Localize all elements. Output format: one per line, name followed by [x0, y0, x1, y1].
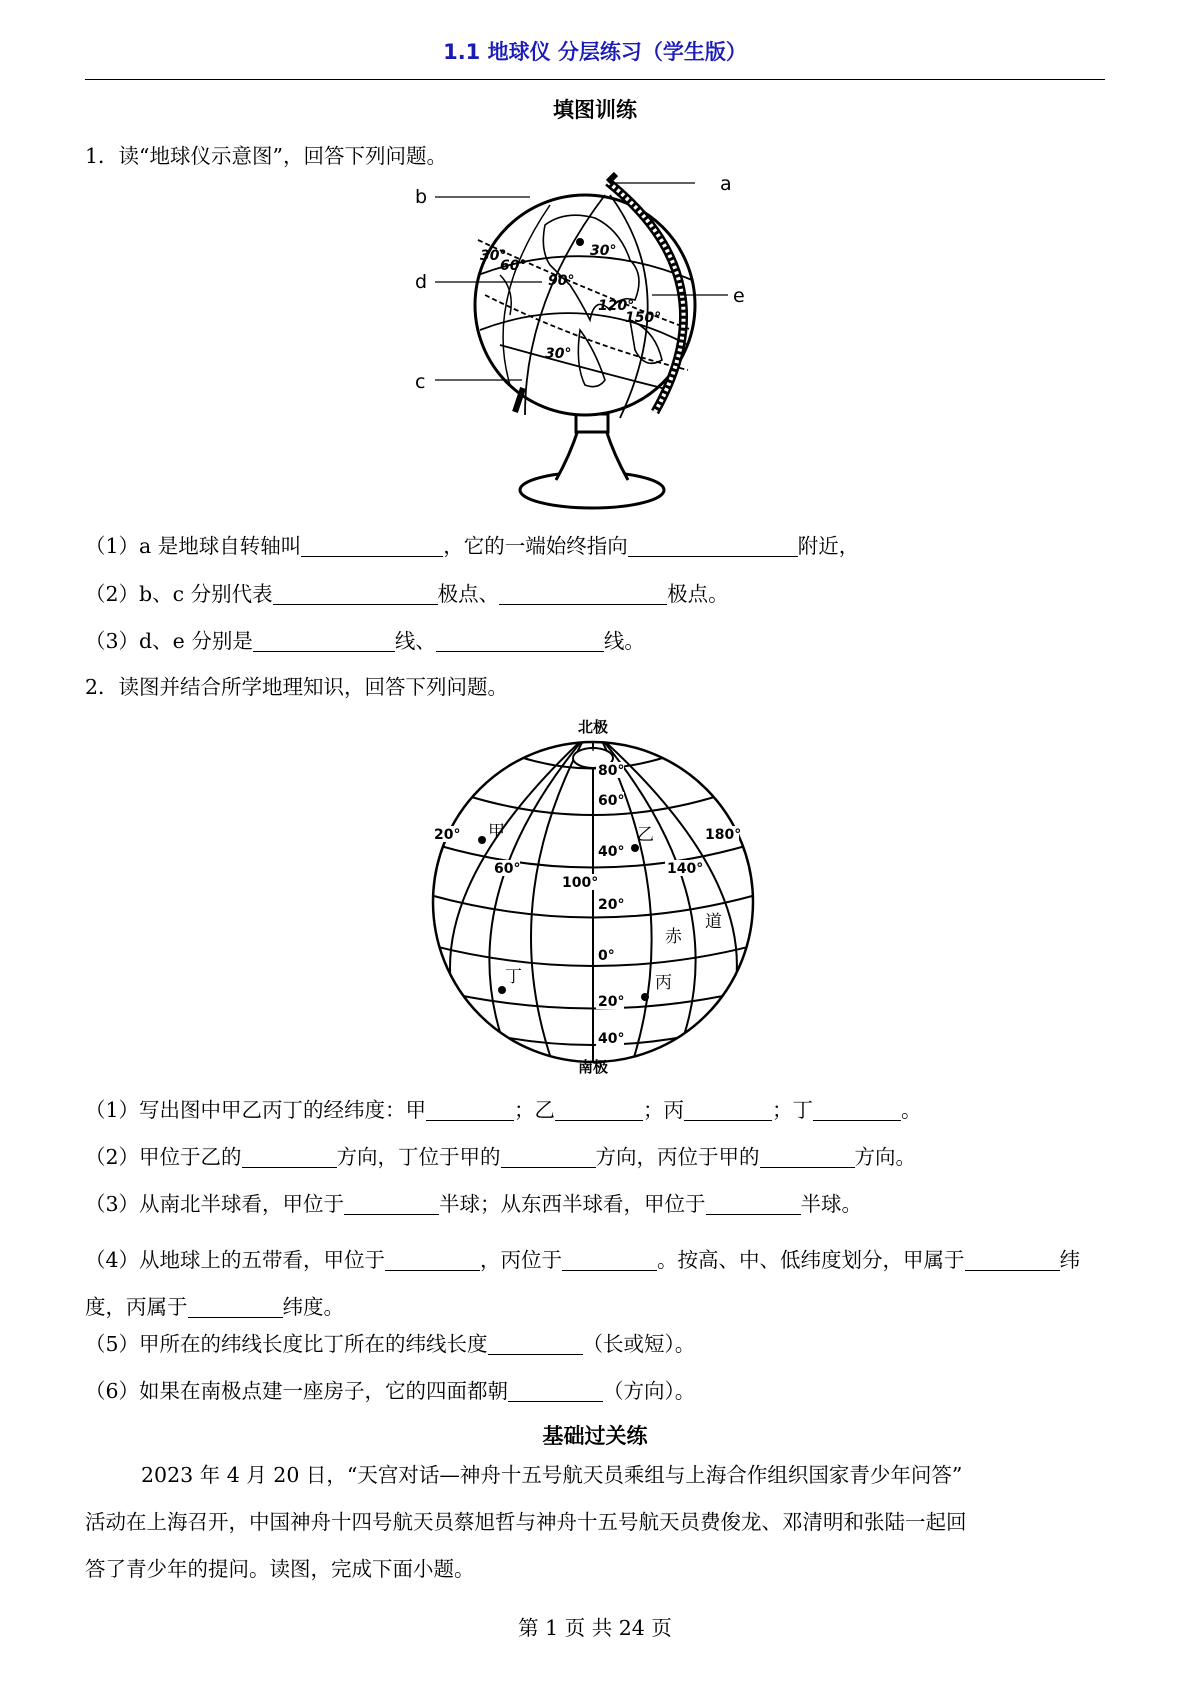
latitude-label: 40° — [598, 1031, 625, 1047]
answer-blank[interactable] — [385, 1248, 480, 1271]
point-label-ding: 丁 — [505, 967, 522, 987]
question-2-part-4: （4）从地球上的五带看，甲位于 ，丙位于 。按高、中、低纬度划分，甲属于 纬度，丙属于 纬度。 — [85, 1248, 1081, 1319]
latitude-label: 0° — [598, 948, 615, 964]
answer-blank[interactable] — [436, 629, 604, 652]
latitude-label: 60° — [598, 793, 625, 809]
answer-blank[interactable] — [273, 582, 438, 605]
question-2-part-6: （6）如果在南极点建一座房子，它的四面都朝 （方向）。 — [85, 1379, 696, 1403]
equator-label: 道 — [705, 912, 722, 932]
globe-figure — [415, 173, 810, 515]
pointer-label-b: b — [415, 186, 428, 208]
latitude-label: 40° — [598, 844, 625, 860]
latitude-label: 80° — [598, 763, 625, 779]
answer-blank[interactable] — [488, 1332, 583, 1355]
section-title-basic-practice: 基础过关练 — [542, 1424, 648, 1448]
globe-stand — [520, 414, 664, 508]
section-title-fill-map: 填图训练 — [553, 98, 637, 122]
point-yi — [631, 844, 639, 852]
longitude-label: 20° — [434, 827, 461, 843]
degree-label: 30° — [545, 346, 572, 362]
north-pole-label: 北极 — [577, 718, 609, 736]
question-1-part-1: （1）a 是地球自转轴叫 ，它的一端始终指向 附近， — [85, 534, 860, 558]
answer-blank[interactable] — [813, 1098, 901, 1121]
point-jia — [478, 836, 486, 844]
point-ding — [498, 986, 506, 994]
question-2-part-2: （2）甲位于乙的 方向，丁位于甲的 方向，丙位于甲的 方向。 — [85, 1145, 917, 1169]
answer-blank[interactable] — [508, 1379, 603, 1402]
answer-blank[interactable] — [344, 1192, 439, 1215]
question-1-stem: 1．读“地球仪示意图”，回答下列问题。 — [85, 144, 448, 168]
svg-text:+: + — [588, 741, 598, 754]
answer-blank[interactable] — [628, 534, 798, 557]
answer-blank[interactable] — [562, 1248, 657, 1271]
header-divider — [85, 79, 1105, 80]
degree-label: 30° — [480, 248, 507, 264]
answer-blank[interactable] — [426, 1098, 514, 1121]
answer-blank[interactable] — [706, 1192, 801, 1215]
pointer-label-c: c — [415, 371, 426, 393]
question-2-part-5: （5）甲所在的纬线长度比丁所在的纬线长度 （长或短）。 — [85, 1332, 696, 1356]
answer-blank[interactable] — [188, 1295, 283, 1318]
degree-label: 30° — [590, 243, 617, 259]
answer-blank[interactable] — [301, 534, 443, 557]
pointer-label-d: d — [415, 271, 428, 293]
answer-blank[interactable] — [684, 1098, 772, 1121]
answer-blank[interactable] — [501, 1145, 596, 1168]
passage — [85, 1452, 1110, 1593]
document-title: 1.1 地球仪 分层练习（学生版） — [443, 40, 747, 64]
page-number: 第 1 页 共 24 页 — [518, 1616, 672, 1640]
passage-line: 答了青少年的提问。读图，完成下面小题。 — [85, 1557, 475, 1581]
question-1-part-2: （2）b、c 分别代表 极点、 极点。 — [85, 582, 729, 606]
longitude-label: 140° — [667, 861, 704, 877]
degree-label: 150° — [625, 310, 662, 326]
graticule-figure — [425, 715, 765, 1075]
degree-label: 120° — [598, 298, 635, 314]
pointer-label-e: e — [733, 285, 745, 307]
south-pole-label: 南极 — [577, 1058, 609, 1076]
longitude-label: 100° — [562, 875, 599, 891]
question-2-stem: 2．读图并结合所学地理知识，回答下列问题。 — [85, 675, 509, 699]
degree-label: 60° — [500, 258, 527, 274]
point-bing — [641, 993, 649, 1001]
passage-line: 活动在上海召开，中国神舟十四号航天员蔡旭哲与神舟十五号航天员费俊龙、邓清明和张陆一起回 — [85, 1510, 967, 1534]
answer-blank[interactable] — [242, 1145, 337, 1168]
longitude-label: 180° — [705, 827, 742, 843]
question-2-part-3: （3）从南北半球看，甲位于 半球；从东西半球看，甲位于 半球。 — [85, 1192, 863, 1216]
latitude-label: 20° — [598, 994, 625, 1010]
equator-label: 赤 — [665, 927, 682, 947]
degree-label: 90° — [548, 273, 575, 289]
point-label-jia: 甲 — [488, 822, 505, 842]
answer-blank[interactable] — [965, 1248, 1060, 1271]
point-label-bing: 丙 — [655, 973, 672, 993]
globe-sphere — [475, 195, 695, 418]
pointer-label-a: a — [720, 173, 732, 195]
answer-blank[interactable] — [760, 1145, 855, 1168]
longitude-label: 60° — [494, 861, 521, 877]
question-1-part-3: （3）d、e 分别是 线、 线。 — [85, 629, 645, 653]
latitude-label: 20° — [598, 897, 625, 913]
passage-line: 2023 年 4 月 20 日，“天宫对话—神舟十五号航天员乘组与上海合作组织国家青少年问答” — [141, 1463, 963, 1487]
answer-blank[interactable] — [499, 582, 667, 605]
answer-blank[interactable] — [555, 1098, 643, 1121]
answer-blank[interactable] — [253, 629, 395, 652]
graticule-grid — [430, 735, 756, 1075]
question-2-part-1: （1）写出图中甲乙丙丁的经纬度：甲 ；乙 ；丙 ；丁 。 — [85, 1098, 922, 1122]
point-label-yi: 乙 — [637, 825, 654, 845]
